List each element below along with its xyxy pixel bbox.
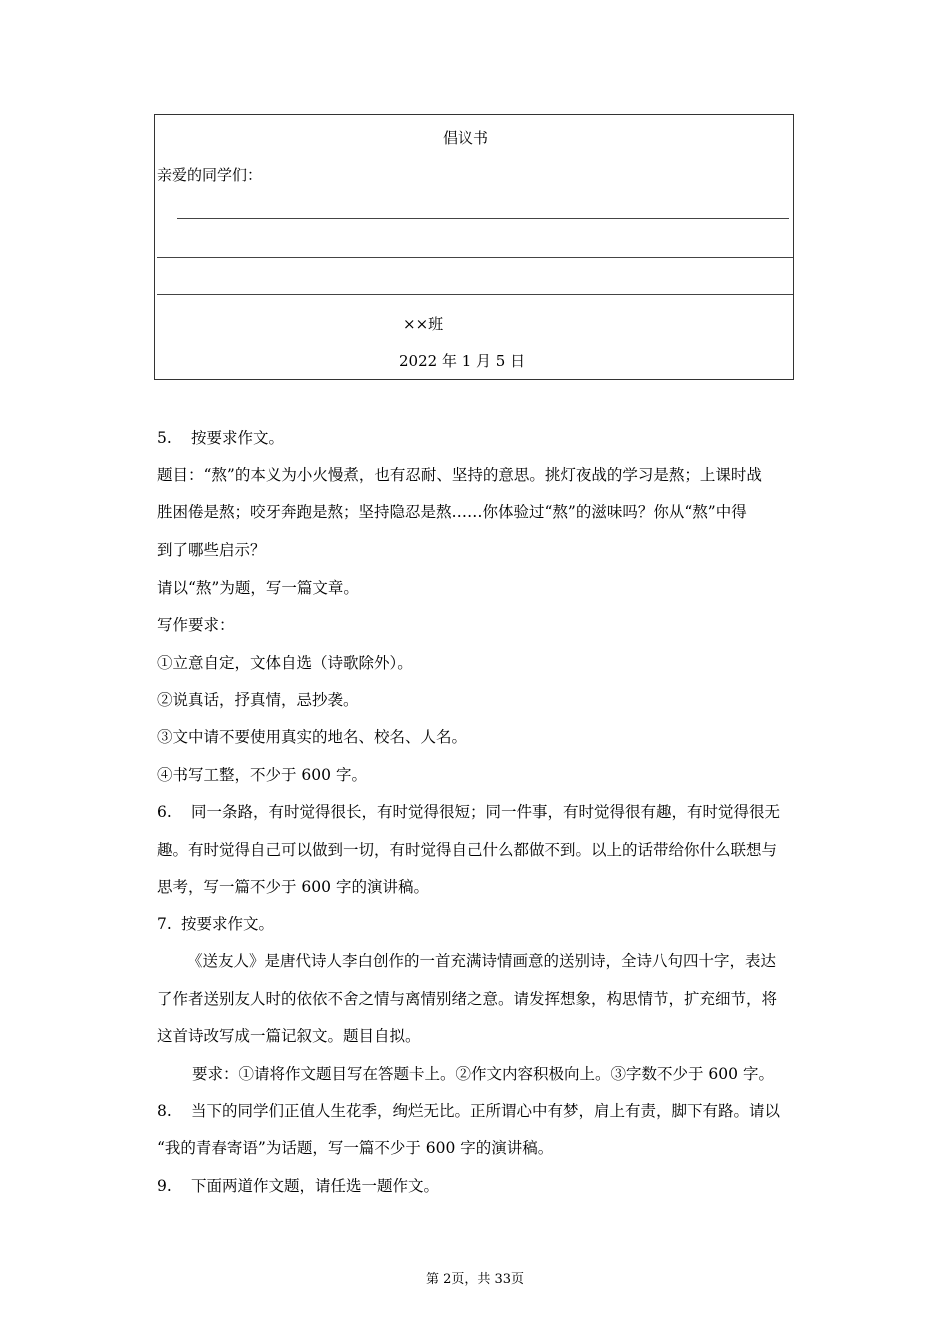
q5-number: 5. xyxy=(157,429,172,447)
q7-heading: 7. 按要求作文。 xyxy=(157,915,275,933)
q5-line-1: 题目：“熬”的本义为小火慢煮，也有忍耐、坚持的意思。挑灯夜战的学习是熬；上课时战 xyxy=(157,466,762,484)
q8-line-2: “我的青春寄语”为话题，写一篇不少于 600 字的演讲稿。 xyxy=(157,1139,554,1157)
q5-requirement-4: ④书写工整，不少于 600 字。 xyxy=(157,766,367,784)
q5-requirement-3: ③文中请不要使用真实的地名、校名、人名。 xyxy=(157,728,468,746)
q6-line-1: 6. 同一条路，有时觉得很长，有时觉得很短；同一件事，有时觉得很有趣，有时觉得很无 xyxy=(157,803,781,821)
q9-line-1: 9. 下面两道作文题，请任选一题作文。 xyxy=(157,1177,440,1195)
q5-requirement-2: ②说真话，抒真情，忌抄袭。 xyxy=(157,691,359,709)
q6-line-2: 趣。有时觉得自己可以做到一切，有时觉得自己什么都做不到。以上的话带给你什么联想与 xyxy=(157,841,778,859)
q7-line-3: 这首诗改写成一篇记叙文。题目自拟。 xyxy=(157,1027,421,1045)
q8-line-1: 8. 当下的同学们正值人生花季，绚烂无比。正所谓心中有梦，肩上有责，脚下有路。请以 xyxy=(157,1102,781,1120)
blank-line-3 xyxy=(157,294,793,295)
q7-requirements: 要求：①请将作文题目写在答题卡上。②作文内容积极向上。③字数不少于 600 字。 xyxy=(192,1065,774,1083)
q5-line-2: 胜困倦是熬；咬牙奔跑是熬；坚持隐忍是熬……你体验过“熬”的滋味吗？你从“熬”中得 xyxy=(157,503,747,521)
q6-line-3: 思考，写一篇不少于 600 字的演讲稿。 xyxy=(157,878,429,896)
proposal-signature: ××班 xyxy=(403,315,444,333)
proposal-date: 2022 年 1 月 5 日 xyxy=(399,352,526,370)
q5-line-4: 请以“熬”为题，写一篇文章。 xyxy=(157,579,359,597)
q7-number: 7. xyxy=(157,915,172,933)
q5-requirement-1: ①立意自定，文体自选（诗歌除外）。 xyxy=(157,654,413,672)
q5-line-3: 到了哪些启示？ xyxy=(157,541,266,559)
q5-requirements-title: 写作要求： xyxy=(157,616,235,634)
q5-heading: 5. 按要求作文。 xyxy=(157,429,285,447)
blank-line-1 xyxy=(177,218,789,219)
proposal-title: 倡议书 xyxy=(443,129,489,147)
q9-number: 9. xyxy=(157,1177,172,1195)
proposal-greeting: 亲爱的同学们： xyxy=(157,166,263,184)
q8-number: 8. xyxy=(157,1102,172,1120)
page-footer: 第 2页，共 33页 xyxy=(425,1272,525,1287)
proposal-box xyxy=(154,114,794,380)
blank-line-2 xyxy=(157,257,793,258)
q7-line-2: 了作者送别友人时的依依不舍之情与离情别绪之意。请发挥想象，构思情节，扩充细节，将 xyxy=(157,990,778,1008)
q6-number: 6. xyxy=(157,803,172,821)
q7-line-1: 《送友人》是唐代诗人李白创作的一首充满诗情画意的送别诗，全诗八句四十字，表达 xyxy=(187,952,777,970)
